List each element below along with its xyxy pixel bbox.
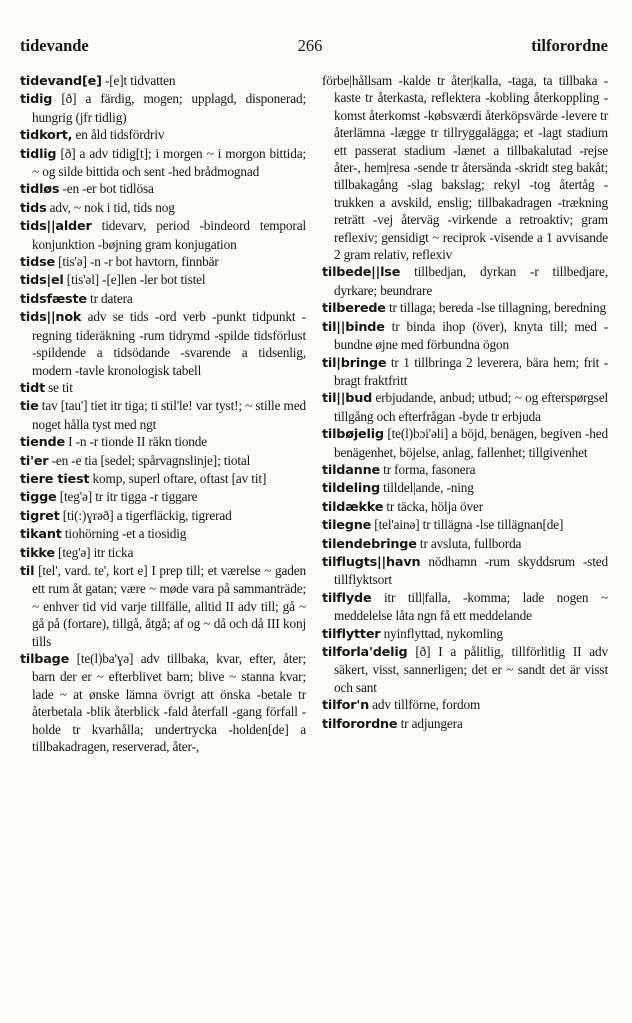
dictionary-entry: [322, 263, 608, 299]
entry-definition: -[e]t tidvatten: [101, 73, 176, 88]
dictionary-entry: [20, 180, 306, 198]
dictionary-entry: [20, 562, 306, 650]
dictionary-entry: [322, 425, 608, 461]
entry-definition: tr adjungera: [397, 715, 463, 731]
entry-headword: tids||nok: [20, 310, 82, 326]
entry-headword: tiende: [20, 435, 65, 451]
entry-definition: [ð] I a pålitlig, tillförlitlig II adv säkert, visst, sannerligen; det er ~ sandt det är visst och sant: [334, 644, 608, 695]
entry-definition: [ð] a färdig, mogen; upplagd, disponerad; hungrig (jfr tidlig): [32, 91, 306, 125]
entry-headword: tidlig: [20, 146, 57, 162]
entry-headword: tidløs: [20, 182, 60, 198]
entry-headword: tidevand[e]: [20, 74, 102, 89]
entry-headword: tilberede: [322, 301, 386, 317]
entry-headword: tilflytter: [322, 626, 381, 642]
entry-definition: tr täcka, hölja över: [383, 498, 484, 514]
entry-definition: tr tillaga; bereda -lse tillagning, beredning: [385, 300, 606, 316]
dictionary-entry: [20, 253, 306, 271]
dictionary-entry: [322, 72, 608, 263]
left-column: [20, 72, 306, 755]
dictionary-entry: [322, 535, 608, 553]
dictionary-entry: [322, 299, 608, 317]
entry-headword: tigret: [20, 508, 60, 524]
entry-headword: ti'er: [20, 453, 49, 469]
entry-headword: tids|el: [20, 273, 64, 289]
entry-headword: til: [20, 563, 35, 579]
entry-definition: erbjudande, anbud; utbud; ~ og efterspørgsel tillgång och efterfrågan -byde tr erbjuda: [334, 390, 608, 424]
dictionary-entry: [322, 516, 608, 534]
entry-definition: tillbedjan, dyrkan -r tillbedjare, dyrkare; beundrare: [334, 264, 608, 298]
entry-headword: tikke: [20, 545, 55, 561]
dictionary-entry: [20, 397, 306, 433]
dictionary-entry: [322, 461, 608, 479]
entry-definition: [ð] a adv tidig[t]; i morgen ~ i morgon bittida; ~ og silde bittida och sent -hed brådmognad: [32, 145, 306, 180]
entry-definition: adv se tids -ord verb -punkt tidpunkt -regning tideräkning -rum tidrymd -spilde tidsförlust -spildende a tidsödande -svarende a tidsenlig, modern -tavle kronologisk tabell: [32, 309, 306, 378]
entry-headword: tildække: [322, 499, 384, 515]
entry-headword: tidsfæste: [20, 291, 87, 307]
page-number: 266: [297, 36, 323, 55]
entry-definition: tr datera: [86, 290, 133, 306]
entry-definition: -en -er bot tidlösa: [59, 181, 154, 197]
entry-definition: itr till|falla, -komma; lade nogen ~ meddelelse låta ngn få ett meddelande: [334, 589, 608, 624]
dictionary-entry: [322, 553, 608, 589]
dictionary-entry: [20, 379, 306, 397]
dictionary-entry: [20, 217, 306, 253]
dictionary-entry: [20, 199, 306, 217]
dictionary-entry: [20, 90, 306, 126]
dictionary-entry: [20, 290, 306, 308]
entry-definition: tidevarv, period -bindeord temporal konjunktion -bøjning gram konjugation: [32, 218, 306, 252]
dictionary-entry: [322, 625, 608, 643]
dictionary-entry: [322, 479, 608, 497]
entry-headword: tids||alder: [20, 219, 92, 235]
entry-definition: [teg'ə] itr ticka: [54, 544, 134, 560]
entry-definition: adv, ~ nok i tid, tids nog: [46, 199, 175, 215]
entry-headword: tilbøjelig: [322, 427, 384, 443]
entry-definition: [te(l)bɔi'əli] a böjd, benägen, begiven -hed benägenhet, böjelse, anlag, fallenhet; tillgivenhet: [334, 426, 608, 460]
entry-definition: tiohörning -et a tiosidig: [61, 526, 187, 542]
dictionary-entry: [20, 507, 306, 525]
entry-definition: [tis'ə] -n -r bot havtorn, finnbär: [54, 254, 219, 270]
dictionary-entry: [20, 525, 306, 543]
entry-headword: tikant: [20, 527, 62, 543]
entry-definition: se tit: [44, 379, 73, 395]
entry-headword: tilflugts||havn: [322, 554, 421, 570]
dictionary-entry: [20, 308, 306, 379]
entry-headword: tilforordne: [322, 716, 398, 732]
dictionary-entry: [20, 470, 306, 488]
dictionary-entry: [322, 715, 608, 733]
dictionary-entry: [20, 72, 306, 90]
entry-headword: tidse: [20, 255, 55, 271]
dictionary-entry: [322, 318, 608, 354]
dictionary-entry: [20, 433, 306, 451]
dictionary-entry: [322, 643, 608, 696]
entry-definition: tr forma, fasonera: [380, 461, 476, 477]
entry-headword: tidt: [20, 380, 45, 396]
entry-headword: tie: [20, 399, 39, 415]
entry-definition: [tis'əl] -[e]len -ler bot tistel: [63, 272, 206, 288]
entry-headword: til||bud: [322, 391, 373, 407]
entry-headword: tilbede||lse: [322, 265, 401, 281]
dictionary-entry: [322, 498, 608, 516]
entry-headword: tildanne: [322, 462, 380, 478]
entry-headword: tids: [20, 200, 47, 216]
entry-definition: [te(l)ba'ɣə] adv tillbaka, kvar, efter, åter; barn der er ~ efterblivet barn; blive ~ stanna kvar; lade ~ at ønske lämna övrigt att önska -betale tr återbetala -blik återblick -fald återfall -gang förfall -holde tr kvarhålla; undertrycka -holden[de] a tillbakadragen, reserverad, åter-,: [32, 651, 306, 755]
entry-headword: tigge: [20, 490, 57, 506]
entry-definition: tr 1 tillbringa 2 leverera, bära hem; frit -bragt fraktfritt: [334, 354, 608, 388]
entry-definition: [tel'ainə] tr tillägna -lse tillägnan[de]: [371, 517, 564, 533]
entry-headword: til||binde: [322, 319, 385, 335]
entry-headword: tilbage: [20, 652, 70, 667]
entry-headword: tilendebringe: [322, 536, 417, 552]
entry-headword: til|bringe: [322, 355, 387, 371]
dictionary-entry: [20, 271, 306, 289]
columns: [20, 72, 608, 755]
dictionary-entry: [20, 452, 306, 470]
dictionary-entry: [20, 650, 306, 755]
entry-definition: -en -e tia [sedel; spårvagnslinje]; tiotal: [48, 452, 251, 468]
entry-definition: [ti(:)ɣrəð] a tigerfläckig, tigrerad: [59, 507, 232, 523]
entry-headword: tilegne: [322, 518, 372, 534]
entry-definition: tr avsluta, fullborda: [416, 535, 522, 551]
entry-definition: en åld tidsfördriv: [72, 127, 165, 143]
dictionary-entry: [322, 589, 608, 625]
entry-definition: [tel', vard. te', kort e] I prep till; et værelse ~ gaden ett rum åt gatan; være ~ møde vara på sammanträde; ~ enhver tid vid varje tillfälle, alltid II adv till; gå ~ gå på (fortare), tillgå, åtgå; af og ~ då och då III konj tills: [32, 562, 306, 649]
header-last-word: tilforordne: [531, 36, 608, 55]
entry-definition: I -n -r tionde II räkn tionde: [64, 434, 208, 450]
entry-headword: tilfor'n: [322, 698, 369, 714]
dictionary-entry: [322, 389, 608, 425]
entry-definition: förbe|hållsam -kalde tr åter|kalla, -taga, ta tillbaka -kaste tr återkasta, reflektera -kobling återkoppling -komst återkomst -købsværdi återköpsvärde -levere tr återlämna -lægge tr tillryggalägga; et -lagt stadium ett passerat stadium -lænet a tillbakalutad -rejse åter-, hem|resa -sende tr återsända -skridt steg bakåt; tillbakagång -slag bakslag; rekyl -tog återtåg -trukken a avskild, enslig; tillbakadragen -trækning reträtt -vej återväg -virkende a retroaktiv; gram reflexiv; gensidigt ~ reciprok -visende a 1 avvisande 2 gram relativ, reflexiv: [322, 73, 608, 263]
entry-headword: tidig: [20, 92, 53, 108]
entry-headword: tilforla'delig: [322, 645, 408, 660]
entry-headword: tiere tiest: [20, 471, 90, 487]
entry-definition: tr binda ihop (över), knyta till; med -bundne øjne med förbundna ögon: [334, 318, 608, 353]
entry-definition: komp, superl oftare, oftast [av tit]: [89, 470, 267, 486]
right-column: [322, 72, 608, 755]
entry-definition: nödhamn -rum skyddsrum -sted tillflyktsort: [334, 553, 608, 588]
entry-definition: [teg'ə] tr itr tigga -r tiggare: [56, 489, 198, 505]
dictionary-entry: [322, 354, 608, 390]
entry-definition: adv tillförne, fordom: [369, 697, 481, 713]
dictionary-entry: [20, 544, 306, 562]
entry-definition: tilldel|ande, -ning: [379, 480, 474, 496]
entry-definition: nyinflyttad, nykomling: [380, 625, 503, 641]
dictionary-entry: [20, 126, 306, 144]
header-first-word: tidevande: [20, 36, 89, 55]
entry-headword: tilflyde: [322, 590, 372, 606]
page-header: [20, 36, 608, 62]
entry-definition: tav [tau'] tiet itr tiga; ti stil'le! var tyst!; ~ stille med noget hålla tyst med ngt: [32, 398, 306, 432]
dictionary-entry: [322, 696, 608, 714]
entry-headword: tidkort,: [20, 128, 73, 144]
entry-headword: tildeling: [322, 481, 380, 497]
dictionary-entry: [20, 488, 306, 506]
dictionary-entry: [20, 145, 306, 181]
